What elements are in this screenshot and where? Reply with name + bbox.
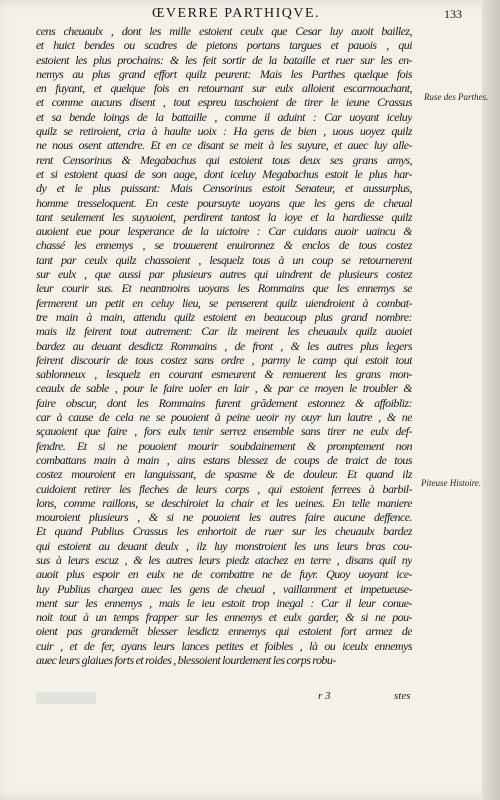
- text-line: oient pas grandemēt blesser lesdictz ennemys qui estoient fort armez de: [36, 624, 412, 639]
- text-line: ment sur les ennemys , mais le ieu estoit trop inegal : Car il leur conue-: [36, 595, 412, 610]
- text-line: noit tout à un temps frapper sur les ennemys et eulx garder, & si ne pou-: [36, 610, 412, 625]
- page-number: 133: [444, 7, 462, 21]
- text-line: estoient les plus prochains: & les feit sortir de la bataille et ruer sur les en-: [36, 52, 412, 67]
- text-line: sur eulx , que aussi par plusieurs autres qui uindrent de plusieurs costez: [36, 267, 412, 282]
- text-line: chassé les ennemys , se trouuerent enuironnez & enclos de tous costez: [36, 238, 412, 253]
- text-line: nemys au plus grand effort quilz peurent: Mais les Parthes quelque fois: [36, 66, 412, 81]
- text-line: tant par ceulx quilz chassoient , lesquelz tous à un coup se retournerent: [36, 252, 412, 267]
- signature-mark: r 3: [318, 690, 331, 702]
- text-line: feirent discourir de tous costez sans ordre , parmy le camp qui estoit tout: [36, 352, 412, 367]
- text-line: leur courir sus. Et neantmoins uoyans les Rommains que les ennemys se: [36, 281, 412, 296]
- page-gutter: [482, 0, 500, 800]
- text-line: lons, comme raillons, se deschiroiet la chair et les ueines. En telle maniere: [36, 495, 412, 510]
- text-line: fermerent un petit en celuy lieu, se penserent quilz uiendroient à combat-: [36, 295, 412, 310]
- text-line: car à cause de cela ne se pouoient à peine ueoir ny ouyr lun lautre , & ne: [36, 410, 412, 425]
- text-line: quilz se retiroient, cria à haulte uoix : Ha gens de bien , uous uoyez quilz: [36, 124, 412, 139]
- text-line: costez mouroient en languissant, de spasme & de douleur. Et quand ilz: [36, 467, 412, 482]
- text-line: tre main à main, attendu quilz estoient en beaucoup plus grand nombre:: [36, 309, 412, 324]
- running-title: ŒVERRE PARTHIQVE.: [151, 6, 321, 21]
- text-line: cuir , et de fer, ayans leurs lances petites et foibles , là ou iceulx ennemys: [36, 638, 412, 653]
- text-line: et huict bendes ou scadres de pietons portans targues et pauois , qui: [36, 38, 412, 53]
- text-line: sablonneux , lesquelz en courant esmeurent & remuerent les grans mon-: [36, 367, 412, 382]
- margin-note-histoire: Piteuse Histoire.: [421, 478, 482, 488]
- text-line: tant seulement les suyuoient, perdirent tantost la ioye et la hardiesse quilz: [36, 209, 412, 224]
- text-line: mais ilz feirent tout autrement: Car ilz meirent les cheuaulx quilz auoiet: [36, 324, 412, 339]
- text-line: et comme aucuns disent , tout espreu taschoient de tirer le ieune Crassus: [36, 95, 412, 110]
- margin-note-ruse: Ruse des Parthes.: [424, 92, 489, 102]
- text-line: rent Censorinus & Megabachus qui estoient tous deux ses grans amys,: [36, 152, 412, 167]
- text-line: ne nous osent attendre. Et en ce disant se meit à les suyure, et auec luy alle-: [36, 138, 412, 153]
- text-line: et sa bende loings de la battaille , comme il aduint : Car uoyant iceluy: [36, 109, 412, 124]
- text-line: bardez au deuant desdictz Rommains , de front , & les autres plus legers: [36, 338, 412, 353]
- text-line: et si estoient quasi de son aage, dont iceluy Megabachus estoit le plus har-: [36, 166, 412, 181]
- text-line: qui estoient au deuant deulx , ilz luy monstroient les uns leurs bras cou-: [36, 538, 412, 553]
- text-line: en fuyant, et quelque fois en retournant sur eulx alloient escarmouchant,: [36, 81, 412, 96]
- text-line: cuidoient retirer les fleches de leurs corps , qui estoient ferrees à barbil-: [36, 481, 412, 496]
- text-line: cens cheuaulx , dont les mille estoient ceulx que Cesar luy auoit baillez,: [36, 24, 412, 38]
- text-line: auoient eue pour lesperance de la uictoire : Car cuidans auoir uaincu &: [36, 224, 412, 239]
- text-line: auec leurs glaiues forts et roides , blessoient lourdement les corps robu-: [36, 653, 336, 668]
- text-line: auoit plus espoir en eulx ne de combattre ne de fuyr. Quoy uoyant ice-: [36, 567, 412, 582]
- text-line: combattans main à main , ains estans blessez de coups de traict de tous: [36, 452, 412, 467]
- text-line: faire obscur, dont les Rommains furent grādement estonnez & affoibliz:: [36, 395, 412, 410]
- text-line: mouroient plusieurs , & si ne pouoient les autres faire aucune deffence.: [36, 510, 412, 525]
- text-line: ceaulx de sable , pour le faire uoler en lair , & par ce moyen le troubler &: [36, 381, 412, 396]
- text-line: homme tresseloquent. En ceste poursuyte uoyans que les gens de cheual: [36, 195, 412, 210]
- text-line: dy et le plus puissant: Mais Censorinus estoit Senateur, et aussurplus,: [36, 181, 412, 196]
- text-line: Et quand Publius Crassus les enhortoit de ruer sur les cheuaulx bardez: [36, 524, 412, 539]
- text-line: sus à leurs escuz , & les autres leurs piedz atachez en terre , disans quil ny: [36, 552, 412, 567]
- text-line: fendre. Et si ne pouoient mourir soubdainement & promptement non: [36, 438, 412, 453]
- text-line: luy Publius chargea auec les gens de cheual , vaillamment et impetueuse-: [36, 581, 412, 596]
- ink-bleed-mark: [36, 692, 96, 704]
- body-text-block: [36, 24, 412, 667]
- catchword: stes: [394, 690, 411, 702]
- text-line: sçauoient que faire , fors eulx tenir serrez ensemble sans tirer ne eulx def-: [36, 424, 412, 439]
